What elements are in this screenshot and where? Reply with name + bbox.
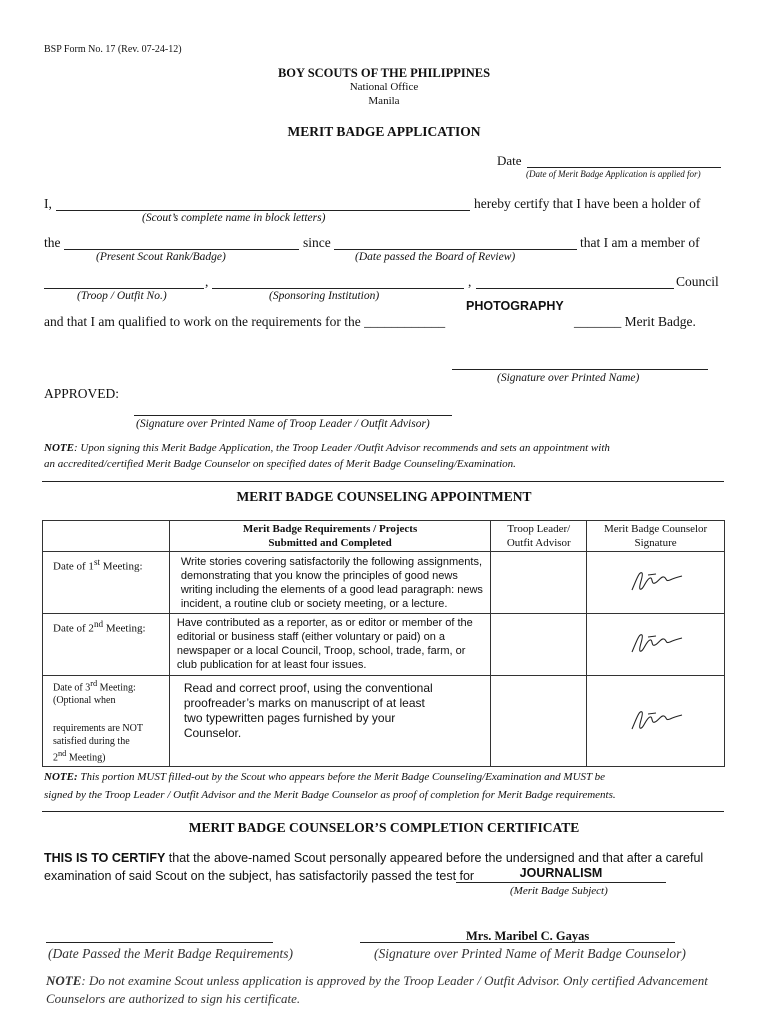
certificate-title: MERIT BADGE COUNSELOR’S COMPLETION CERTIFICATE: [188, 820, 580, 835]
counselor-signature-3[interactable]: [587, 676, 725, 767]
scout-signature-field[interactable]: [452, 369, 708, 370]
table-row: [43, 676, 725, 767]
badge-value: PHOTOGRAPHY: [466, 299, 564, 313]
requirement-3: Read and correct proof, using the conventional proofreader’s marks on manuscript of at least two typewritten pages furnished by your Counselor.: [169, 676, 491, 767]
comma-1: ,: [205, 274, 209, 289]
meeting-3-optional-2: requirements are NOT satisfied during the: [53, 723, 143, 747]
counselor-signature-field[interactable]: [360, 942, 675, 943]
table-row: [43, 614, 725, 676]
form-number: BSP Form No. 17 (Rev. 07-24-12): [44, 44, 182, 55]
note-3-label: NOTE: [46, 973, 82, 988]
divider-1: [42, 481, 724, 482]
subject-hint: (Merit Badge Subject): [510, 885, 608, 897]
appointment-title: MERIT BADGE COUNSELING APPOINTMENT: [236, 489, 532, 504]
qualified-text: and that I am qualified to work on the requirements for the ____________: [44, 314, 446, 329]
meeting-1-date[interactable]: [43, 552, 170, 614]
counselor-name: Mrs. Maribel C. Gayas: [466, 929, 590, 943]
meeting-2-date[interactable]: [43, 614, 170, 676]
note-1-line-2: an accredited/certified Merit Badge Counselor on specified dates of Merit Badge Counseling/Examination.: [44, 458, 516, 470]
meeting-3-optional-3-suffix: Meeting): [66, 752, 106, 764]
note-3-line-2: Counselors are authorized to sign his certificate.: [46, 991, 301, 1006]
header-troop-leader: [491, 521, 587, 552]
note-1-label: NOTE: [44, 442, 74, 454]
merit-badge-suffix: _______ Merit Badge.: [574, 314, 696, 329]
header-req-line-2: Submitted and Completed: [268, 537, 392, 549]
header-req-line-1: Merit Badge Requirements / Projects: [242, 523, 418, 535]
rank-field[interactable]: [64, 249, 299, 250]
table-row: [43, 552, 725, 614]
note-2-line-1: [44, 771, 605, 783]
org-name: BOY SCOUTS OF THE PHILIPPINES: [277, 66, 491, 80]
header-counselor-line-1: Merit Badge Counselor: [603, 523, 708, 535]
note-2-text: This portion MUST filled-out by the Scout who appears before the Merit Badge Counseling/Examination and MUST be: [77, 771, 606, 783]
date-passed-hint: (Date Passed the Merit Badge Requirements): [48, 946, 294, 961]
troop-leader-hint: (Signature over Printed Name of Troop Leader / Outfit Advisor): [136, 418, 430, 430]
scout-signature-hint: (Signature over Printed Name): [497, 372, 640, 384]
signature-scribble-3: [626, 704, 686, 734]
meeting-1-suffix: Meeting:: [100, 560, 143, 573]
sponsor-hint: (Sponsoring Institution): [269, 290, 380, 302]
office-city: Manila: [368, 95, 400, 107]
appointment-table: [42, 520, 725, 767]
table-header-row: [43, 521, 725, 552]
meeting-1-prefix: Date of 1: [53, 560, 94, 573]
counselor-signature-hint: (Signature over Printed Name of Merit Badge Counselor): [374, 946, 686, 961]
header-date-cell: [43, 521, 170, 552]
date-label: Date: [497, 153, 522, 168]
member-of-label: that I am a member of: [580, 235, 700, 250]
header-leader-line-2: Outfit Advisor: [506, 537, 571, 549]
meeting-3-optional-3-prefix: 2: [53, 752, 58, 764]
counselor-signature-1[interactable]: [587, 552, 725, 614]
certify-lead: THIS IS TO CERTIFY: [44, 851, 166, 865]
subject-field[interactable]: [456, 882, 666, 883]
troop-leader-signature-1[interactable]: [491, 552, 587, 614]
note-3-text: : Do not examine Scout unless application is approved by the Troop Leader / Outfit Advisor. Only certified Advancement: [81, 973, 708, 988]
scout-name-hint: (Scout’s complete name in block letters): [142, 212, 326, 224]
troop-leader-signature-field[interactable]: [134, 415, 452, 416]
signature-scribble-2: [626, 627, 686, 657]
meeting-3-optional-3-sup: nd: [58, 749, 67, 759]
rank-hint: (Present Scout Rank/Badge): [96, 251, 226, 263]
note-2-line-2: signed by the Troop Leader / Outfit Advisor and the Merit Badge Counselor as proof of completion for Merit Badge requirements.: [44, 789, 616, 801]
council-field[interactable]: [476, 288, 674, 289]
meeting-2-prefix: Date of 2: [53, 622, 94, 635]
since-label: since: [303, 235, 331, 250]
header-requirements: [169, 521, 491, 552]
sponsor-field[interactable]: [212, 288, 464, 289]
signature-scribble-1: [626, 565, 686, 595]
note-1-text: : Upon signing this Merit Badge Application, the Troop Leader /Outfit Advisor recommends and sets an appointment with: [73, 442, 610, 454]
scout-name-field[interactable]: [56, 210, 470, 211]
meeting-3-prefix: Date of 3: [53, 682, 91, 694]
certify-suffix: hereby certify that I have been a holder of: [474, 196, 701, 211]
note-3-line-1: [46, 973, 708, 989]
troop-leader-signature-2[interactable]: [491, 614, 587, 676]
troop-hint: (Troop / Outfit No.): [77, 290, 167, 302]
comma-2: ,: [468, 274, 472, 289]
meeting-3-optional: (Optional when: [53, 694, 116, 706]
meeting-2-sup: nd: [93, 619, 104, 629]
requirement-1: Write stories covering satisfactorily the following assignments, demonstrating that you know the principles of good news writing including the elements of a good lead paragraph: news incident, a routine club or society meeting, or a lecture.: [169, 552, 491, 614]
board-review-hint: (Date passed the Board of Review): [355, 251, 516, 263]
certify-line-1: [44, 851, 703, 866]
board-review-date-field[interactable]: [334, 249, 577, 250]
divider-2: [42, 811, 724, 812]
meeting-3-suffix: Meeting:: [97, 682, 136, 694]
counselor-signature-2[interactable]: [587, 614, 725, 676]
header-counselor-line-2: Signature: [634, 537, 677, 549]
rank-prefix: the: [44, 235, 61, 250]
date-field[interactable]: [527, 167, 721, 168]
troop-field[interactable]: [44, 288, 204, 289]
meeting-3-date[interactable]: [43, 676, 170, 767]
certify-prefix: I,: [44, 196, 52, 211]
office-name: National Office: [349, 81, 419, 93]
meeting-3-sup: rd: [90, 679, 98, 688]
certify-line-2: examination of said Scout on the subject, has satisfactorily passed the test for: [44, 869, 475, 883]
note-2-label: NOTE:: [44, 771, 78, 783]
subject-value: JOURNALISM: [519, 866, 603, 880]
date-passed-field[interactable]: [46, 942, 273, 943]
note-1-line-1: [44, 442, 610, 454]
meeting-2-suffix: Meeting:: [103, 622, 146, 635]
requirement-2: Have contributed as a reporter, as or editor or member of the editorial or business staff (either voluntary or paid) on a newspaper or a local Council, Troop, school, trade, farm, or club publication for at least four issues.: [169, 614, 491, 676]
council-label: Council: [676, 274, 719, 289]
header-leader-line-1: Troop Leader/: [507, 523, 571, 535]
page-title: MERIT BADGE APPLICATION: [287, 124, 481, 139]
meeting-1-sup: st: [93, 557, 101, 567]
date-note: (Date of Merit Badge Application is applied for): [526, 169, 701, 179]
troop-leader-signature-3[interactable]: [491, 676, 587, 767]
certify-text: that the above-named Scout personally appeared before the undersigned and that after a careful: [165, 851, 704, 865]
header-counselor: [587, 521, 725, 552]
approved-label: APPROVED:: [44, 386, 120, 401]
